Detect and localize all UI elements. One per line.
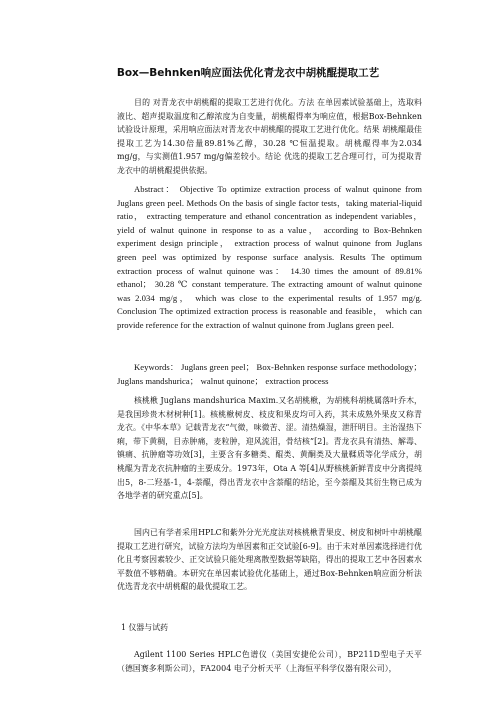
abstract-en-text: Abstract： Objective To optimize extraction process of walnut quinone from Juglans green peel. Methods On the basis of single factor tests，taking material-liquid ratio， extracting temperature and ethanol concentration as independent variables，yield of walnut quinone in response to as a value， according to Box-Behnken experiment design principle， extraction process of walnut quinone from Juglans green peel was optimized by response surface analysis. Results The optimum extraction process of walnut quinone was： 14.30 times the amount of 89.81% ethanol； 30.28 ℃ constant temperature. The extracting amount of walnut quinone was 2.034 mg/g， which was close to the experimental results of 1.957 mg/g. Conclusion The optimized extraction process is reasonable and feasible， which can provide reference for the extraction of walnut quinone from Juglans green peel. bbox=[117, 184, 422, 330]
intro-paragraph-2 bbox=[117, 526, 422, 594]
paper-title: Box—Behnken响应面法优化青龙衣中胡桃醌提取工艺 bbox=[116, 67, 380, 79]
intro-p1-text: 核桃楸 Juglans mandshurica Maxim.又名胡桃楸，为胡桃科胡桃属落叶乔木，是我国珍贵木材树种[1]。核桃楸树皮、枝皮和果皮均可入药，其未成熟外果皮又称青龙衣。《中华本草》记载青龙衣“气微，味微苦、涩。清热燥湿，泄肝明目。主治湿热下痢，带下黄稠，目赤肿痛，麦粒肿，迎风流泪，骨结核”[2]。青龙衣具有清热、解毒、镇痛、抗肿瘤等功效[3]，主要含有多糖类、醌类、黄酮类及大量鞣质等化学成分，胡桃醌为青龙衣抗肿瘤的主要成分。1973年，Ota A 等[4]从野核桃新鲜青皮中分离提纯出5，8-二羟基-1，4-萘醌，得出青龙衣中含萘醌的结论，至今萘醌及其衍生物已成为各地学者的研究重点[5]。 bbox=[117, 396, 422, 501]
chinese-abstract bbox=[117, 96, 422, 178]
section-heading: 1 仪器与试药 bbox=[121, 623, 168, 632]
instruments-text: Agilent 1100 Series HPLC色谱仪（美国安捷伦公司），BP211D型电子天平（德国赛多利斯公司），FA2004 电子分析天平（上海恒平科学仪器有限公司）， bbox=[117, 650, 422, 673]
keywords-text: Keywords： Juglans green peel； Box-Behnken response surface methodology； Juglans mandshurica； walnut quinone； extraction process bbox=[117, 362, 422, 386]
instruments-paragraph bbox=[117, 648, 422, 675]
section-heading-block bbox=[117, 621, 422, 635]
intro-p2-text: 国内已有学者采用HPLC和紫外分光光度法对核桃楸青果皮、树皮和树叶中胡桃醌提取工艺进行研究，试验方法均为单因素和正交试验[6-9]。由于未对单因素选择进行优化且考察因素较少、正交试验只能处理离散型数据等缺陷，得出的提取工艺中各因素水平数值不够精确。本研究在单因素试验优化基础上，通过Box-Behnken响应面分析法优选青龙衣中胡桃醌的最优提取工艺。 bbox=[117, 528, 422, 592]
intro-paragraph-1 bbox=[117, 394, 422, 503]
english-abstract bbox=[117, 183, 422, 333]
abstract-cn-text: 目的 对青龙衣中胡桃醌的提取工艺进行优化。方法 在单因素试验基础上，选取料液比、超声提取温度和乙醇浓度为自变量，胡桃醌得率为响应值，根据Box-Behnken试验设计原理，采用响应面法对青龙衣中胡桃醌的提取工艺进行优化。结果 胡桃醌最佳提取工艺为14.30倍量89.81%乙醇，30.28 ℃恒温提取。胡桃醌得率为2.034 mg/g，与实测值1.957 mg/g偏差较小。结论 优选的提取工艺合理可行，可为提取青龙衣中的胡桃醌提供依据。 bbox=[117, 98, 422, 175]
keywords-block bbox=[117, 361, 422, 388]
